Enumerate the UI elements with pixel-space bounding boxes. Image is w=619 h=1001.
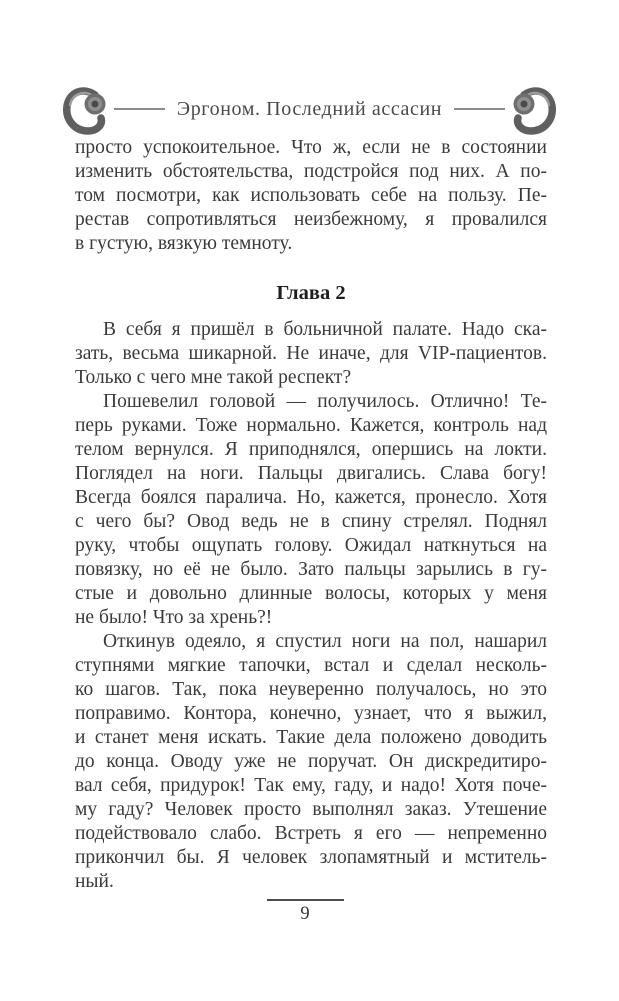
running-title: Эргоном. Последний ассасин xyxy=(176,97,443,120)
text-line: ный. xyxy=(75,871,114,892)
earpiece-ornament-right xyxy=(505,83,557,139)
text-line: в густую, вязкую темноту. xyxy=(75,233,293,254)
chapter-paragraphs xyxy=(75,318,547,894)
text-line: не было! Что за хрень?! xyxy=(75,607,273,628)
text-line: прикончил бы. Я человек злопамятный и мститель- xyxy=(75,847,547,868)
text-line: Пошевелил головой — получилось. Отлично! Те- xyxy=(103,391,547,412)
earpiece-ornament-left xyxy=(62,83,114,139)
text-line: ко шагов. Так, пока неуверенно получалось, но это xyxy=(75,679,547,700)
text-line: подействовало слабо. Встреть я его — непременно xyxy=(75,823,547,844)
text-line: зать, весьма шикарной. Не иначе, для VIP-пациентов. xyxy=(75,343,547,364)
text-line: В себя я пришёл в больничной палате. Надо ска- xyxy=(103,319,547,340)
text-line: том посмотри, как использовать себе на пользу. Пе- xyxy=(75,185,547,206)
intro-paragraph xyxy=(75,136,547,256)
text-line: перь руками. Тоже нормально. Кажется, контроль над xyxy=(75,415,547,436)
earpiece-icon xyxy=(62,83,114,139)
page-number: 9 xyxy=(300,904,310,924)
text-line: руку, чтобы ощупать голову. Ожидал наткнуться на xyxy=(75,535,547,556)
text-line: Только с чего мне такой респект? xyxy=(75,367,352,388)
header-rule-right xyxy=(454,108,505,110)
text-line: Поглядел на ноги. Пальцы двигались. Слава богу! xyxy=(75,463,547,484)
text-line: стые и довольно длинные волосы, которых у меня xyxy=(75,583,547,604)
text-line: изменить обстоятельства, подстройся под них. А по- xyxy=(75,161,547,182)
text-line: до конца. Оводу уже не поручат. Он дискредитиро- xyxy=(75,751,547,772)
text-line: поправимо. Контора, конечно, узнает, что я выжил, xyxy=(75,703,547,724)
text-line: просто успокоительное. Что ж, если не в состоянии xyxy=(75,137,547,158)
running-header xyxy=(62,82,557,140)
text-line: рестав сопротивляться неизбежному, я провалился xyxy=(75,209,547,230)
text-line: ступнями мягкие тапочки, встал и сделал несколь- xyxy=(75,655,547,676)
text-line: Всегда боялся паралича. Но, кажется, пронесло. Хотя xyxy=(75,487,547,508)
text-line: му гаду? Человек просто выполнял заказ. Утешение xyxy=(75,799,547,820)
text-line: и станет меня искать. Такие дела положено доводить xyxy=(75,727,547,748)
footer-rule xyxy=(267,899,344,901)
page-footer xyxy=(75,899,535,925)
chapter-heading: Глава 2 xyxy=(276,282,346,304)
text-line: с чего бы? Овод ведь не в спину стрелял. Поднял xyxy=(75,511,547,532)
text-line: повязку, но её не было. Зато пальцы зарылись в гу- xyxy=(75,559,547,580)
earpiece-icon xyxy=(505,83,557,139)
text-line: вал себя, придурок! Так ему, гаду, и надо! Хотя поче- xyxy=(75,775,547,796)
text-line: телом вернулся. Я приподнялся, опершись на локти. xyxy=(75,439,547,460)
text-line: Откинув одеяло, я спустил ноги на пол, нашарил xyxy=(103,631,547,652)
header-rule-left xyxy=(114,108,165,110)
page-text xyxy=(75,136,547,894)
